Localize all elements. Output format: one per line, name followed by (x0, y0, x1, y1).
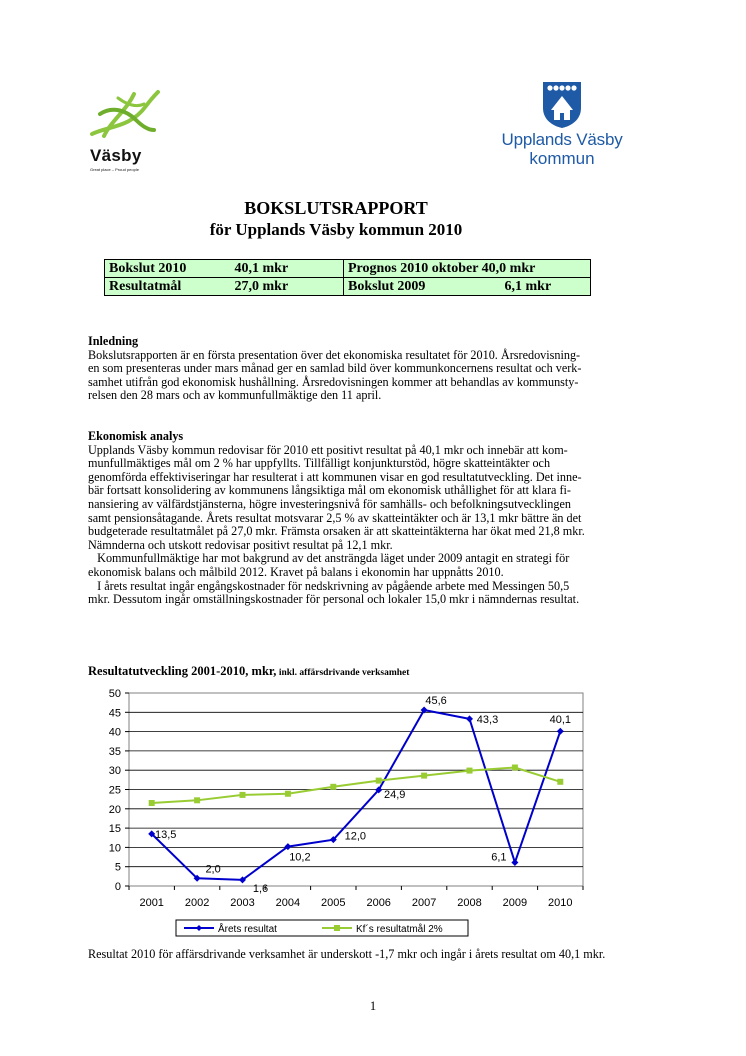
coat-of-arms-icon (497, 80, 627, 128)
analysis-line: bär fortsatt konsolidering av kommunens långsiktiga mål om ekonomisk uthållighet för att klara fi- (88, 483, 571, 498)
legend-label: Årets resultat (218, 924, 277, 935)
y-tick-label: 20 (108, 803, 121, 816)
y-tick-label: 30 (108, 765, 121, 778)
analysis-line: genomförda effektiviseringar har resulterat i att kommunen visar en god resultatutveckling. Det inne- (88, 469, 582, 484)
summary-table (104, 259, 591, 296)
x-tick-label: 2003 (230, 897, 255, 909)
y-tick-label: 10 (108, 842, 121, 855)
x-tick-label: 2006 (366, 897, 391, 909)
analysis-line: budgeterade resultatmålet på 27,0 mkr. Främsta orsaken är att skatteintäkterna har ökat med 21,8 mkr. (88, 524, 585, 539)
data-point (149, 800, 155, 806)
summary-label: Prognos 2010 oktober 40,0 mkr (348, 261, 536, 276)
analysis-line: Upplands Väsby kommun redovisar för 2010 ett positivt resultat på 40,1 mkr och innebär att kom- (88, 442, 568, 457)
kommun-name-line1: Upplands Väsby (501, 130, 623, 149)
y-tick-label: 50 (108, 688, 121, 700)
analysis-heading: Ekonomisk analys (88, 429, 184, 443)
summary-row-2 (105, 278, 591, 296)
vasby-emblem-icon (86, 86, 176, 148)
y-tick-label: 0 (114, 881, 121, 893)
report-title: BOKSLUTSRAPPORT (244, 198, 428, 218)
analysis-line: Kommunfullmäktige har mot bakgrund av det ansträngda läget under 2009 antagit en strategi för (88, 551, 570, 566)
data-label: 10,2 (289, 851, 311, 864)
data-label: 40,1 (549, 714, 572, 727)
chart-title (88, 664, 409, 679)
summary-value: 27,0 mkr (234, 279, 289, 294)
summary-cell-1-2 (344, 260, 591, 278)
summary-row-1 (105, 260, 591, 278)
x-tick-label: 2007 (411, 897, 437, 909)
intro-line: Bokslutsrapporten är en första presentation över det ekonomiska resultatet för 2010. Årsredovisning- (88, 347, 581, 362)
summary-cell-1-1 (105, 260, 344, 278)
data-label: 6,1 (491, 851, 507, 864)
vasby-wordmark: Väsby (90, 146, 142, 165)
summary-label: Bokslut 2010 (109, 261, 187, 276)
y-tick-label: 45 (108, 707, 121, 720)
y-tick-label: 5 (114, 861, 121, 874)
data-point (421, 773, 427, 779)
x-tick-label: 2002 (184, 897, 210, 909)
vasby-logo (86, 86, 176, 176)
data-point (285, 791, 291, 797)
legend-label: Kf´s resultatmål 2% (356, 924, 443, 935)
data-label: 43,3 (476, 713, 499, 726)
data-point (240, 792, 246, 798)
data-point (467, 768, 473, 774)
y-tick-label: 25 (108, 784, 121, 797)
analysis-line: samt pensionsåtagande. Årets resultat motsvarar 2,5 % av skatteintäkter och är 13,1 mkr bättre än det (88, 510, 582, 525)
kommun-logo (497, 80, 627, 172)
summary-cell-2-2 (344, 278, 591, 296)
page-number: 1 (369, 999, 377, 1013)
intro-heading: Inledning (88, 334, 139, 348)
kommun-name-line2: kommun (529, 149, 595, 168)
data-label: 2,0 (205, 863, 221, 876)
analysis-line: nansiering av välfärdstjänsterna, högre investeringsnivå för samhälls- och befolkningsutvecklingen (88, 496, 571, 511)
data-label: 24,9 (383, 788, 406, 801)
data-label: 13,5 (154, 828, 177, 841)
intro-section (88, 335, 668, 403)
analysis-line: munfullmäktiges mål om 2 % har uppfyllts. Tillfälligt konjunkturstöd, högre skatteintäkter och (88, 456, 551, 471)
data-point (194, 797, 200, 803)
summary-label: Bokslut 2009 (348, 279, 426, 294)
summary-value: 6,1 mkr (504, 279, 552, 294)
intro-line: en som presenteras under mars månad ger en samlad bild över kommunkoncernens resultat och verk- (88, 361, 582, 376)
x-tick-label: 2009 (502, 897, 528, 909)
intro-line: relsen den 28 mars och av kommunfullmäktige den 11 april. (88, 388, 382, 403)
analysis-line: I årets resultat ingår engångskostnader för nedskrivning av pågående arbete med Messingen 50,5 (88, 578, 570, 593)
analysis-section (88, 430, 668, 607)
summary-value: 40,1 mkr (234, 261, 289, 276)
x-tick-label: 2005 (321, 897, 346, 909)
result-line-chart (0, 680, 746, 942)
report-subtitle: för Upplands Väsby kommun 2010 (209, 220, 463, 239)
data-label: 45,6 (425, 694, 447, 707)
y-tick-label: 40 (108, 726, 121, 739)
intro-line: samhet utifrån god ekonomisk hushållning. Årsredovisningen kommer att behandlas av kommunsty- (88, 374, 579, 389)
chart-title-main: Resultatutveckling 2001-2010, mkr, (88, 664, 277, 678)
analysis-line: Nämnderna och utskott redovisar positivt resultat på 12,1 mkr. (88, 537, 393, 552)
summary-label: Resultatmål (109, 279, 182, 294)
x-tick-label: 2010 (548, 897, 573, 909)
vasby-tagline: Great place – Proud people (90, 167, 139, 172)
analysis-line: mkr. Dessutom ingår omställningskostnader för personal och lokaler 15,0 mkr i nämndernas resultat. (88, 592, 580, 607)
data-label: 12,0 (344, 830, 367, 843)
data-point (330, 784, 336, 790)
y-tick-label: 15 (108, 823, 121, 836)
summary-cell-2-1 (105, 278, 344, 296)
chart-title-small: inkl. affärsdrivande verksamhet (276, 668, 410, 678)
x-tick-label: 2004 (275, 897, 301, 909)
analysis-line: ekonomisk balans och målbild 2012. Kravet på balans i ekonomin har uppnåtts 2010. (88, 564, 504, 579)
x-tick-label: 2001 (139, 897, 164, 909)
y-tick-label: 35 (108, 745, 121, 758)
data-label: 1,6 (252, 882, 269, 895)
footnote: Resultat 2010 för affärsdrivande verksamhet är underskott -1,7 mkr och ingår i årets resultat om 40,1 mkr. (88, 947, 606, 961)
x-tick-label: 2008 (457, 897, 482, 909)
data-point (376, 778, 382, 784)
data-point (557, 779, 563, 785)
legend-marker (334, 925, 340, 931)
data-point (512, 764, 518, 770)
